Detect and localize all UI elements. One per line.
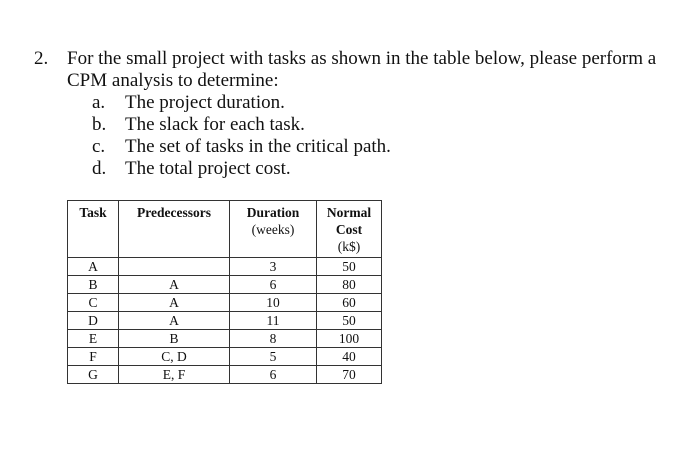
cell-duration: 6 [230,276,317,294]
header-predecessors: Predecessors [119,201,230,258]
sub-question-letter: c. [92,136,106,157]
sub-question-list [34,92,674,180]
task-table [67,200,382,384]
table-row [68,348,382,366]
cell-task: B [68,276,119,294]
cell-predecessors: A [119,276,230,294]
sub-question-letter: b. [92,114,107,135]
sub-question-letter: a. [92,92,106,113]
cell-cost: 40 [317,348,382,366]
cell-task: G [68,366,119,384]
cell-cost: 50 [317,312,382,330]
cell-predecessors: A [119,294,230,312]
cell-predecessors: C, D [119,348,230,366]
table-row [68,294,382,312]
sub-question-text: The slack for each task. [125,114,305,135]
cell-predecessors: A [119,312,230,330]
sub-question-text: The set of tasks in the critical path. [125,136,391,157]
cell-duration: 5 [230,348,317,366]
cell-cost: 80 [317,276,382,294]
sub-question-d [34,158,674,180]
question-block [34,48,674,180]
header-cost-unit: (k$) [337,239,361,254]
cell-duration: 10 [230,294,317,312]
cell-cost: 70 [317,366,382,384]
sub-question-text: The total project cost. [125,158,291,179]
header-duration-unit: (weeks) [251,222,295,237]
cell-task: E [68,330,119,348]
header-task: Task [68,201,119,258]
table-row [68,366,382,384]
header-duration: Duration (weeks) [230,201,317,258]
cell-task: A [68,258,119,276]
cell-task: F [68,348,119,366]
question-number: 2. [34,48,49,69]
cell-predecessors: E, F [119,366,230,384]
table-row [68,258,382,276]
cell-duration: 11 [230,312,317,330]
sub-question-b [34,114,674,136]
cell-predecessors: B [119,330,230,348]
sub-question-a [34,92,674,114]
sub-question-c [34,136,674,158]
cell-cost: 50 [317,258,382,276]
cell-cost: 60 [317,294,382,312]
sub-question-text: The project duration. [125,92,285,113]
cell-task: D [68,312,119,330]
table-row [68,330,382,348]
table-header-row [68,201,382,258]
question-intro [34,48,674,70]
question-intro-line-2: CPM analysis to determine: [67,70,279,91]
cell-task: C [68,294,119,312]
cell-cost: 100 [317,330,382,348]
table-row [68,312,382,330]
cell-predecessors [119,258,230,276]
cell-duration: 3 [230,258,317,276]
header-normal-cost: Normal Cost (k$) [317,201,382,258]
cell-duration: 6 [230,366,317,384]
cell-duration: 8 [230,330,317,348]
question-intro-line-1: For the small project with tasks as shown in the table below, please perform a [67,48,657,69]
sub-question-letter: d. [92,158,107,179]
table-row [68,276,382,294]
